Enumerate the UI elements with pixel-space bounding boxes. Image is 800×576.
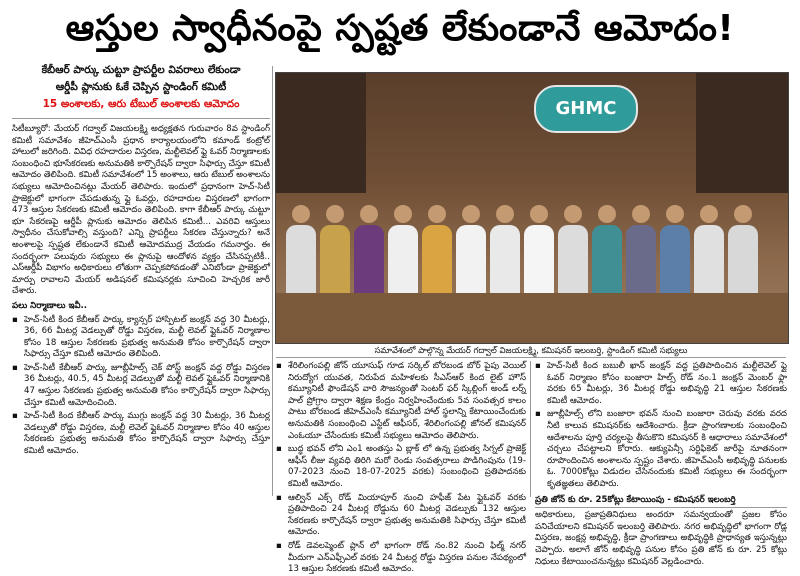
photo-caption: సమావేశంలో పాల్గొన్న మేయర్ గద్వాల్ విజయలక్ష్మి, కమిషనర్ ఇలంబర్తి, స్టాండింగ్ కమిటీ సభ్యులు: [374, 345, 688, 355]
bullet-item: [276, 361, 526, 442]
wall-panel: [696, 73, 788, 193]
caption-rule: [276, 357, 786, 358]
bullet-text: బుద్ధ భవన్ లోని ఎం1 అంతస్తు ఏ బ్లాక్ లో ఉన్న ప్రభుత్వ సిగ్నల్ ప్రాజెక్ట్ ఆఫీస్ లీజు వ్యవధి తిరిగి మరో రెండు సంవత్సరాలు పొడిగింపును (19-07-2023 నుంచి 18-07-2025 వరకు) సంబంధించి ప్రతిపాదనకు కమిటీ ఆమోదం.: [288, 444, 526, 489]
column-divider: [272, 66, 273, 496]
deck-rule: [12, 118, 270, 119]
bullet-text: హెచ్-సిటీ కింద కేబీఆర్ పార్కు ముగ్గు జంక్షన్ వద్ద 30 మీటర్లు, 36 మీటర్ల వెడల్పుతో రోడ్డు విస్తరణ, మల్టీ లెవెల్ ఫ్లైఓవర్ నిర్మాణాల కోసం 40 ఆస్తుల సేకరణకు ప్రభుత్వ అనుమతి కోసం కార్పొరేషన్ ద్వారా సిఫార్సు చేస్తూ కమిటీ ఆమోదం.: [24, 411, 270, 457]
deck-line-2: ఆర్డీపీ ప్లానుకు ఓకే చెప్పిన స్టాండింగ్ కమిటీ: [55, 81, 227, 93]
meeting-photo: [275, 72, 789, 344]
bullet-text: శేరిలింగంపల్లి జోన్ యూసుఫ్ గూడ సర్కిల్ బోరబండ బోర్ పైపు వెయిల్ నిరుద్యోగ యువత, నిరుపేద మహిళలకు సీఎస్ఆర్ కింద లైట్ హౌస్ కమ్యూనిటీ ఫౌండేషన్ వారి సౌజన్యంతో సెంటర్ ఫర్ స్కిల్లింగ్ అండ్ లర్న్ పాల్ ప్రోగ్రాం ద్వారా శిక్షణ కేంద్రం నిర్వహించేందుకు 5వ సంవత్సర కాలం పాటు బోరబండ జీహెచ్ఎంసీ కమ్యూనిటీ హాల్ స్థలాన్ని కేటాయించేందుకు అనుమతికి సంబంధించి ఎస్టేట్ ఆఫీసర్, శేరిలింగంపల్లి జోనల్ కమిషనర్ ఎంఓయూ చేసేందుకు కమిటీ సభ్యులు ఆమోదం తెలిపారు.: [288, 361, 526, 441]
person: [490, 205, 520, 305]
bullet-item: [12, 411, 270, 457]
deck: [12, 62, 270, 113]
person: [524, 205, 554, 305]
bullet-item: [12, 363, 270, 409]
bullet-item: [535, 409, 787, 490]
left-column: [12, 124, 270, 496]
bullet-icon: ▪: [276, 361, 282, 371]
deck-line-3: 15 అంశాలకు, ఆరు టేబుల్ అంశాలకు ఆమోదం: [42, 98, 240, 110]
bullet-text: హెచ్-సిటీ కేబీఆర్ పార్కు జూబ్లీహిల్స్ చెక్ పోస్ట్ జంక్షన్ వద్ద రోడ్డు విస్తరణ 36 మీటర్లు, 40.5, 45 మీటర్ల వెడల్పుతో మల్టీ లెవల్ ఫ్లైఓవర్ నిర్మాణానికి 47 ఆస్తుల సేకరణకు ప్రభుత్వ అనుమతి కోసం కార్పొరేషన్ ద్వారా సిఫార్సు చేస్తూ కమిటీ ఆమోదించింది.: [24, 362, 270, 408]
bullet-icon: ▪: [12, 362, 18, 373]
bullet-icon: ▪: [12, 411, 18, 422]
person: [728, 205, 758, 305]
bullet-icon: ▪: [535, 361, 541, 371]
person: [286, 205, 316, 305]
person: [456, 205, 486, 305]
middle-column: [276, 361, 526, 575]
person: [320, 205, 350, 305]
intro-paragraph: సిటీబ్యూరో: మేయర్ గద్వాల్ విజయలక్ష్మి అధ్యక్షతన గురువారం 8వ స్టాండింగ్ కమిటీ సమావేశం జీహెచ్ఎంసీ ప్రధాన కార్యాలయంలోని కమాండ్ కంట్రోల్ హాలులో జరిగింది. వివిధ రహదారుల విస్తరణ, మల్టీలెవల్ ఫ్లై ఓవర్ నిర్మాణాలకు సంబంధించి భూసేకరణకు అనుమతికి కార్పొరేషన్ ద్వారా సిఫార్సు చేస్తూ కమిటీ ఆమోదం తెలిపింది. కమిటీ సమావేశంలో 15 అంశాలు, ఆరు టేబుల్ అంశాలను సభ్యులు ఆమోదించినట్లు మేయర్ తెలిపారు. ఇందులో ప్రధానంగా హెచ్-సిటీ ప్రాజెక్టులో భాగంగా చేపడుతున్న ఫ్లై ఓవర్లు, రహదారుల విస్తరణలో భాగంగా 473 ఆస్తుల సేకరణకు కమిటీ ఆమోదం తెలిపింది. కాగా కేబీఆర్ పార్కు చుట్టూ భూ సేకరణపై ఆర్డీపీ ప్లానుకు ఆమోదం తెలిపిన కమిటీ... ఎవరివి ఆస్తులు స్వాధీనం చేసుకోవాల్సి వస్తుంది? ఎన్ని ప్రాపర్టీలు సేకరణ చేస్తున్నారు? అనే అంశాలపై స్పష్టత లేకుండానే కమిటీ ఆమోదముద్ర వేయడం గమనార్హం. ఈ సందర్భంగా పలువురు సభ్యులు ఈ ప్లానుపై ఆందోళన వ్యక్తం చేసినప్పటికీ.. ఎస్ఆర్డీపీ విభాగం అధికారులు లోతుగా చెప్పకపోవడంతో ఎనిబోండా ప్రాజెక్టులో మార్పు రావాలని మేయర్ అడిషనల్ కమిషనర్లకు సూచించి హెచ్చరిక జారీ చేశారు.: [12, 124, 270, 297]
bullet-icon: ▪: [535, 409, 541, 420]
person: [694, 205, 724, 305]
meeting-table: [276, 293, 788, 343]
bullet-item: [535, 361, 787, 407]
deck-line-1: కేబీఆర్ పార్కు చుట్టూ ప్రాపర్టీల వివరాలు లేకుండా: [41, 64, 241, 76]
column-divider: [530, 361, 531, 497]
person: [354, 205, 384, 305]
closing-paragraph: అధికారులు, ప్రజాప్రతినిధులు అందరూ సమన్వయంతో ప్రజల కోసం పనిచేయాలని కమిషనర్ ఇలంబర్తి తెలిపారు. నగర అభివృద్ధిలో భాగంగా రోడ్ల విస్తరణ, జంక్షన్ల అభివృద్ధి, క్రీడా ప్రాంగణాలు అభివృద్ధికి ప్రాధాన్యత ఇస్తున్నట్లు చెప్పారు. అలాగే జోన్ అభివృద్ధి పనుల కోసం ప్రతి జోన్ కు రూ. 25 కోట్లు నిధులు కేటాయించనున్నట్లు కమిషనర్ వెల్లడించారు.: [535, 510, 787, 567]
right-column: [535, 361, 787, 567]
bullet-icon: ▪: [276, 444, 282, 455]
bullet-icon: ▪: [276, 492, 282, 503]
bullet-icon: ▪: [276, 540, 282, 551]
person: [592, 205, 622, 305]
bullet-text: హెచ్-సిటీ కింద కేబీఆర్ పార్కు క్యాన్సర్ హాస్పిటల్ జంక్షన్ వద్ద 30 మీటర్లు, 36, 66 మీటర్ల వెడల్పుతో రోడ్డు విస్తరణ, మల్టీ లెవల్ ఫ్లైఓవర్ నిర్మాణాల కోసం 18 ఆస్తుల సేకరణకు ప్రభుత్వ అనుమతి కోసం కార్పొరేషన్ ద్వారా సిఫార్సు చేస్తూ కమిటీ ఆమోదం తెలిపింది.: [24, 314, 270, 360]
headline: ఆస్తుల స్వాధీనంపై స్పష్టత లేకుండానే ఆమోదం!: [65, 8, 735, 49]
wall-panel: [276, 73, 366, 193]
section-heading: ప్రతి జోన్ కు రూ. 25కోట్లు కేటాయింపు - కమిషనర్ ఇలంబర్తి: [535, 495, 787, 509]
person: [660, 205, 690, 305]
bullet-text: జూబ్లీహిల్స్ లోని బంజారా భవన్ నుంచి బంజారా చెరువు వరకు వరద నీటి కాలువ కమిషనర్‌కు ఆదేశించారు. క్రీడా ప్రాంగణాలకు సంబంధించి ఆదేశాలను పూర్తి చర్యలపై తీసుకొని కమిషనర్ కి ఆధారాలు సమావేశంలో చర్చలు చేపట్టాలని కోరారు. ఆక్యుపెన్సీ సర్టిఫికెట్ జారీపై నూతనంగా రూపొందించిన అంశాలను స్పష్టం చేశారు. జీహెచ్ఎంసీ అభివృద్ధి పనులకు ఓ. 7000కోట్లు విడుదల చేసినందుకు కమిటీ సభ్యులు ఈ సందర్భంగా కృతజ్ఞతలు తెలిపారు.: [547, 409, 787, 489]
bullet-icon: ▪: [12, 314, 18, 325]
bullet-item: [12, 315, 270, 361]
person: [422, 205, 452, 305]
bullet-text: హెచ్-సిటీ కింద బబులీ ఖాన్ జంక్షన్ వద్ద ప్రతిపాదించిన మల్టీలెవెల్ ఫ్లై ఓవర్ నిర్మాణం కోసం బంజారా హిల్స్ రోడ్ నం.1 జంక్షన్ మెంబర్ ఫ్లా వరకు 65 మీటర్లు, 36 మీటర్ల రోడ్డు అభివృద్ధి 21 ఆస్తుల సేకరణకు కమిటీ ఆమోదం.: [547, 361, 787, 406]
ghmc-logo: GHMC: [534, 85, 638, 133]
bullet-item: [276, 444, 526, 490]
person: [558, 205, 588, 305]
person: [388, 205, 418, 305]
person: [626, 205, 656, 305]
bullet-item: [276, 493, 526, 539]
bullet-text: రోడ్ డెవలప్మెంట్ ప్లాన్ లో భాగంగా రోడ్ నం.82 నుంచి ఫిల్మ్ నగర్ మీదుగా ఎన్ఎఫ్సీఎల్ వరకు 24 మీటర్ల రోడ్డు విస్తరణ పనుల నేపథ్యంలో 13 ఆస్తుల సేకరణకు కమిటీ ఆమోదం.: [288, 540, 526, 575]
section-heading: పలు నిర్మాణాలు ఇవీ..: [12, 300, 88, 311]
bullet-item: [276, 541, 526, 576]
bullet-text: ఆల్విన్ ఎక్స్ రోడ్ మియాపూర్ నుంచి హఫీజ్ పేట ఫ్లైఓవర్ వరకు ప్రతిపాదించి 24 మీటర్ల రోడ్డును 60 మీటర్ల వెడల్పుకు 132 ఆస్తుల సేకరణకు కార్పొరేషన్ ద్వారా ప్రభుత్వ అనుమతికి సిఫార్సు చేస్తూ కమిటీ ఆమోదం.: [288, 492, 526, 538]
